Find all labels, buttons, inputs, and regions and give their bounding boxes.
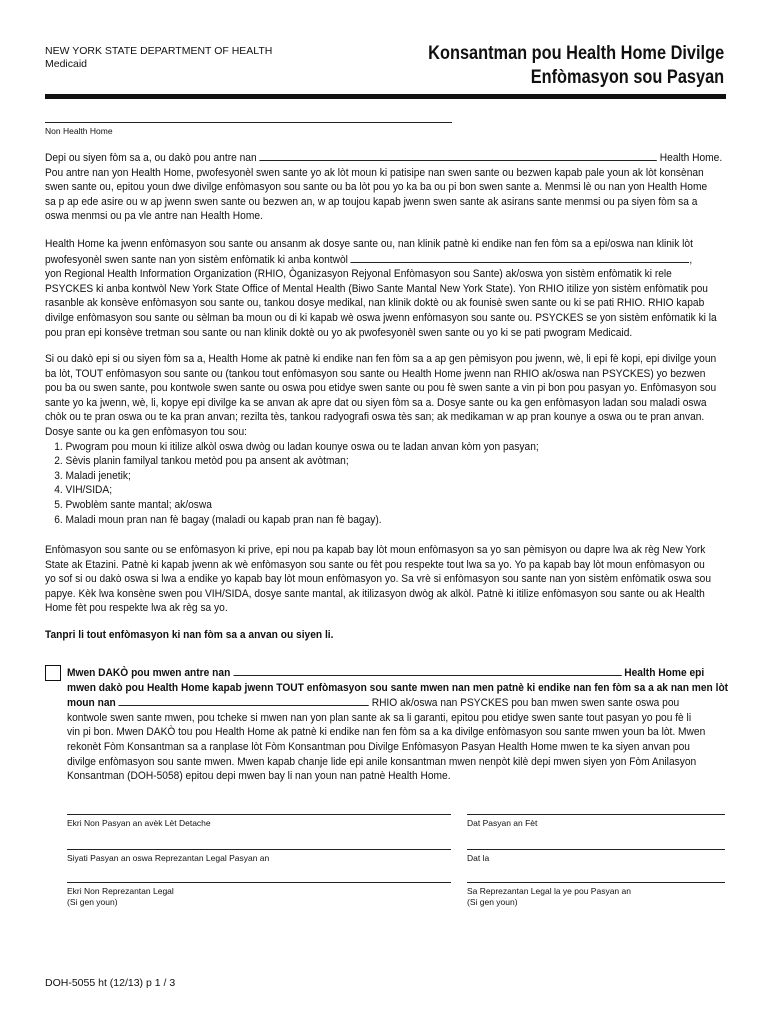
intro-line-1a: Depi ou siyen fòm sa a, ou dakò pou antre nan	[45, 152, 257, 164]
permission-line-1: Si ou dakò epi si ou siyen fòm sa a, Health Home ak patnè ki endike nan fen fòm sa a ap gen pèmisyon pou jwenn, wè, li epi fè kopi, epi divilge youn	[45, 353, 717, 365]
list-item: 1. Pwogram pou moun ki itilize alkòl oswa dwòg ou ladan kounye oswa ou te ladan anvan kòm yon pasyan;	[54, 440, 539, 453]
permission-line-2: ba lòt, TOUT enfòmasyon sou sante ou (tankou tout enfòmasyon sou sante ou Health Home jwenn nan RHIO ak/oswa nan PSYCKES) yo bezwen	[45, 367, 706, 380]
department-name: NEW YORK STATE DEPARTMENT OF HEALTH	[45, 45, 273, 57]
legal-rep-name-label-line-1: Ekri Non Reprezantan Legal	[67, 886, 174, 896]
legal-rep-relationship-field[interactable]	[467, 882, 725, 883]
privacy-line-4: papye. Kèk lwa konsène swen pou VIH/SIDA, dosye sante mantal, ak itilizasyon dwòg ak alkòl. Patnè ki itilize enfòmasyon sou sante ou ak Health	[45, 587, 705, 600]
access-line-5: rasanble ak konsève enfòmasyon sou sante ou, tankou dosye medikal, nan klinik doktè ou ak founisè swen sante ou ki se pati RHIO. RHIO kapab	[45, 297, 705, 310]
access-line-1: Health Home ka jwenn enfòmasyon sou sante ou ansanm ak dosye sante ou, nan klinik patnè ki endike nan fen fòm sa a epi/oswa nan klinik lòt	[45, 238, 693, 250]
privacy-paragraph	[45, 543, 726, 616]
access-line-7: pou pran epi konsève tretman sou sante ou nan klinik doktè ou yo ak pwofesyonèl swen sante ou yo ki se pati pwogram Medicaid.	[45, 326, 633, 339]
form-title-line-2: Enfòmasyon sou Pasyan	[530, 67, 724, 88]
consent-checkbox[interactable]	[45, 665, 61, 681]
legal-rep-name-label-line-2: (Si gen youn)	[67, 897, 118, 907]
privacy-line-2: State ak Etazini. Patnè ki kapab jwenn ak wè enfòmasyon sou sante ou fèt pou respekte tout lwa sa yo. Yo pa kapab bay lòt moun enfòmasyon ou	[45, 558, 705, 571]
legal-rep-name-field[interactable]	[67, 882, 451, 883]
access-line-6: divilge enfòmasyon sou sante ou sèlman ba moun ou di ki kapab wè oswa jwenn enfòmasyon sou sante ou. PSYCKES se yon sistèm enfòmatik ki la	[45, 311, 717, 324]
permission-line-4: sante yo ka jwenn, wè, li, kopye epi divilge ka se anvan ak apre dat ou siyen fòm sa a. Dosye sante ou ka gen enfòmasyon ladan sou maladi oswa	[45, 396, 707, 409]
privacy-line-3: yo sof si ou dakò oswa si lwa a endike yo kapab bay lòt moun enfòmasyon yo. Sa vrè si enfòmasyon sou sante nan yon sistèm enfòmatik oswa sou	[45, 573, 712, 586]
consent-line-7: divilge enfòmasyon sou sante mwen. Mwen kapab chanje lide epi anile konsantman mwen nenpòt kilè depi mwen siyen yon Fòm Anilasyon	[67, 755, 697, 768]
access-line-3: yon Regional Health Information Organization (RHIO, Òganizasyon Rejyonal Enfòmasyon sou Sante) ak/oswa yon sistèm enfòmatik ki rele	[45, 268, 672, 281]
department-header	[45, 45, 272, 71]
list-item: 2. Sèvis planin familyal tankou metòd pou pa ansent ak avòtman;	[54, 455, 349, 468]
list-item: 4. VIH/SIDA;	[54, 484, 113, 497]
legal-rep-name-label	[67, 886, 174, 908]
header-divider	[45, 94, 726, 99]
consent-line-5: vin pi bon. Mwen DAKÒ tou pou Health Home ak patnè ki endike nan fen fòm sa a ka divilge enfòmasyon sou sante mwen youn ba lòt. Mwen	[67, 726, 706, 739]
department-division: Medicaid	[45, 58, 88, 70]
signature-field[interactable]	[67, 849, 451, 850]
consent-line-4: kontwole swen sante mwen, pou tcheke si mwen nan yon plan sante ak sa li garanti, epitou pou etidye swen sante tout pasyan yo pou fè li	[67, 711, 692, 724]
access-line-2a: pwofesyonèl swen sante nan yon sistèm enfòmatik ki anba kontwòl	[45, 253, 348, 266]
permission-line-6: Dosye sante ou ka gen enfòmasyon tou sou:	[45, 425, 247, 438]
consent-line-1b: Health Home epi	[624, 667, 705, 679]
consent-statement	[67, 665, 748, 784]
permission-line-5: chòk ou te pran oswa ou te ka pran anvan; rezilta tès, tankou radyografi oswa tès san; ak medikaman w ap pran kounye a oswa ou te pran anvan.	[45, 411, 705, 424]
read-instruction: Tanpri li tout enfòmasyon ki nan fòm sa a anvan ou siyen li.	[45, 629, 334, 641]
signature-date-label: Dat la	[467, 853, 490, 863]
intro-line-2: Pou antre nan yon Health Home, pwofesyonèl swen sante yo ak lòt moun ki patisipe nan swen sante ou bezwen kapab pale youn ak lòt konsènan	[45, 166, 704, 179]
consent-line-8: Konsantman (DOH-5058) epitou depi mwen bay li nan youn nan patnè Health Home.	[67, 770, 451, 783]
list-item: 6. Maladi moun pran nan fè bagay (maladi ou kapab pran nan fè bagay).	[54, 513, 382, 526]
consent-line-6: rekonèt Fòm Konsantman sa a ranplase lòt Fòm Konsantman pou Divilge Enfòmasyon Pasyan Health Home mwen te ka siyen anvan pou	[67, 740, 690, 753]
privacy-line-1: Enfòmasyon sou sante ou se enfòmasyon ki prive, epi nou pa kapab bay lòt moun enfòmasyon sa yo san pèmisyon ou dapre lwa ak règ New York	[45, 544, 706, 556]
form-title	[428, 42, 724, 90]
information-access-paragraph	[45, 237, 726, 340]
intro-line-1b: Health Home.	[659, 152, 723, 164]
health-home-name-field[interactable]	[45, 122, 452, 123]
legal-rep-relationship-label	[467, 886, 631, 908]
health-home-enroll-field[interactable]	[259, 150, 656, 161]
health-home-name-label: Non Health Home	[45, 126, 113, 136]
access-line-4: PSYCKES ki anba kontwòl New York State Office of Mental Health (Biwo Sante Mantal New York State). Yon RHIO itilize yon sistèm enfòmatik pou	[45, 282, 708, 295]
consent-rhio-field[interactable]	[119, 695, 369, 706]
legal-rep-relationship-label-line-2: (Si gen youn)	[467, 897, 518, 907]
rhio-name-field[interactable]	[351, 252, 690, 263]
list-item: 5. Pwoblèm sante mantal; ak/oswa	[54, 498, 212, 511]
signature-date-field[interactable]	[467, 849, 725, 850]
patient-dob-label: Dat Pasyan an Fèt	[467, 818, 538, 828]
intro-paragraph	[45, 150, 726, 224]
intro-line-3: swen sante ou, epitou youn dwe divilge enfòmasyon sou sante ou ba lòt pou yo ka ba ou pi bon swen sante a. Menmsi lè ou nan yon Health Home	[45, 181, 708, 194]
consent-health-home-field[interactable]	[233, 665, 621, 676]
consent-line-3b: RHIO ak/oswa nan PSYCKES pou ban mwen swen sante oswa pou	[371, 697, 680, 710]
permission-paragraph	[45, 352, 726, 527]
patient-dob-field[interactable]	[467, 814, 725, 815]
list-item: 3. Maladi jenetik;	[54, 469, 131, 482]
signature-label: Siyati Pasyan an oswa Reprezantan Legal Pasyan an	[67, 853, 270, 863]
patient-name-label: Ekri Non Pasyan an avèk Lèt Detache	[67, 818, 211, 828]
intro-line-5: oswa menmsi ou pa vle antre nan Health Home.	[45, 210, 263, 223]
consent-line-2: mwen dakò pou Health Home kapab jwenn TOUT enfòmasyon sou sante mwen nan men patnè ki endike nan fen fòm sa a ak nan men lòt	[67, 681, 729, 694]
form-footer: DOH-5055 ht (12/13) p 1 / 3	[45, 977, 176, 989]
consent-line-1a: Mwen DAKÒ pou mwen antre nan	[67, 667, 231, 679]
form-title-line-1: Konsantman pou Health Home Divilge	[428, 43, 724, 64]
permission-line-3: pou ba ou swen sante, pou kontwole swen sante ou oswa pou etidye swen sante ou pou fè swen sante a vin pi bon pou pasyan yo. Enfòmasyon sou	[45, 382, 717, 395]
access-line-2b: ,	[689, 253, 693, 266]
consent-line-3a: moun nan	[67, 697, 116, 710]
patient-name-field[interactable]	[67, 814, 451, 815]
privacy-line-5: Home fèt pou respekte lwa ak règ sa yo.	[45, 602, 228, 615]
legal-rep-relationship-label-line-1: Sa Reprezantan Legal la ye pou Pasyan an	[467, 886, 631, 896]
intro-line-4: sa p ap ede asire ou w ap jwenn swen sante ou bezwen an, w ap toujou kapab jwenn swen sante ak asirans sante menmsi ou pa siyen fòm sa a	[45, 195, 698, 208]
